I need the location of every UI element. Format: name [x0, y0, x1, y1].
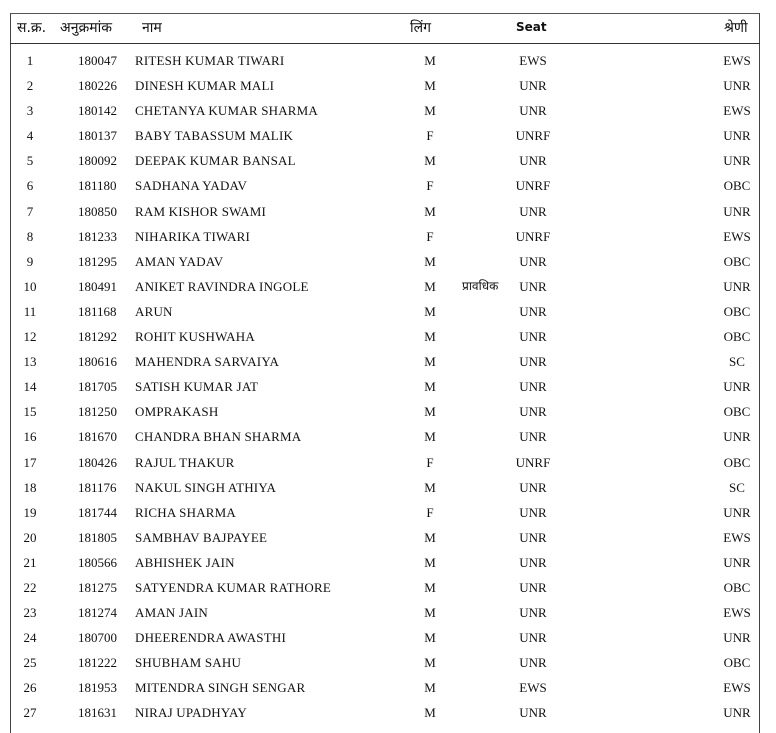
row-roll-number: 180137	[78, 128, 117, 144]
row-serial-number: 18	[23, 479, 37, 495]
row-gender: M	[424, 529, 436, 545]
row-serial-number: 1	[26, 53, 34, 68]
row-category: UNR	[723, 153, 751, 169]
table-row	[0, 625, 776, 650]
row-candidate-name: ARUN	[135, 303, 173, 319]
row-serial-number: 22	[23, 579, 37, 595]
row-category: OBC	[723, 579, 751, 595]
row-gender: F	[426, 504, 434, 520]
row-category: OBC	[723, 404, 751, 420]
row-serial-number: 14	[23, 379, 37, 395]
row-gender: F	[426, 454, 434, 470]
row-seat: EWS	[519, 53, 547, 68]
row-roll-number: 181744	[78, 504, 117, 520]
row-gender: M	[424, 605, 436, 621]
row-serial-number: 23	[23, 605, 37, 621]
row-roll-number: 181705	[78, 379, 117, 395]
row-seat: UNR	[519, 354, 547, 370]
row-seat: UNR	[519, 630, 547, 646]
table-row	[0, 525, 776, 550]
row-category: OBC	[723, 303, 751, 319]
row-seat: UNR	[519, 705, 547, 721]
row-serial-number: 6	[26, 178, 34, 194]
table-row	[0, 98, 776, 123]
row-roll-number: 180491	[78, 278, 117, 294]
row-gender: M	[424, 153, 436, 169]
row-candidate-name: SHUBHAM SAHU	[135, 655, 242, 671]
row-category: OBC	[723, 655, 751, 671]
row-roll-number: 180047	[78, 53, 117, 68]
row-candidate-name: CHANDRA BHAN SHARMA	[135, 429, 302, 445]
row-seat: UNRF	[515, 228, 551, 244]
row-seat: UNR	[519, 579, 547, 595]
row-gender: M	[424, 203, 436, 219]
row-seat: UNR	[519, 103, 547, 119]
row-seat: UNR	[519, 529, 547, 545]
row-gender: M	[424, 329, 436, 345]
table-row	[0, 500, 776, 525]
header-category: श्रेणी	[724, 20, 748, 36]
row-seat: UNR	[519, 479, 547, 495]
row-seat: UNR	[519, 605, 547, 621]
row-roll-number: 181168	[78, 303, 117, 319]
row-candidate-name: SATYENDRA KUMAR RATHORE	[135, 579, 332, 595]
row-serial-number: 3	[26, 103, 34, 119]
row-category: EWS	[723, 529, 751, 545]
table-row	[0, 550, 776, 575]
row-seat: EWS	[519, 680, 547, 696]
table-row	[0, 73, 776, 98]
row-category: UNR	[723, 554, 751, 570]
row-seat: UNR	[519, 655, 547, 671]
row-category: EWS	[723, 53, 751, 68]
table-row	[0, 424, 776, 449]
row-serial-number: 7	[26, 203, 34, 219]
row-seat: UNR	[519, 78, 547, 94]
row-roll-number: 180850	[78, 203, 117, 219]
row-gender: M	[424, 278, 436, 294]
header-name: नाम	[142, 20, 162, 36]
row-candidate-name: SAMBHAV BAJPAYEE	[135, 529, 268, 545]
row-seat: UNR	[519, 554, 547, 570]
row-candidate-name: AMAN JAIN	[135, 605, 208, 621]
row-category: UNR	[723, 504, 751, 520]
row-candidate-name: RICHA SHARMA	[135, 504, 237, 520]
table-row	[0, 224, 776, 249]
row-candidate-name: ANIKET RAVINDRA INGOLE	[135, 278, 309, 294]
row-serial-number: 27	[23, 705, 37, 721]
row-candidate-name: DINESH KUMAR MALI	[135, 78, 275, 94]
row-serial-number: 25	[23, 655, 37, 671]
row-roll-number: 181275	[78, 579, 117, 595]
table-row	[0, 324, 776, 349]
row-roll-number: 181953	[78, 680, 117, 696]
table-row	[0, 48, 776, 73]
row-category: UNR	[723, 128, 751, 144]
row-category: EWS	[723, 228, 751, 244]
row-roll-number: 181805	[78, 529, 117, 545]
row-roll-number: 180226	[78, 78, 117, 94]
row-gender: M	[424, 379, 436, 395]
row-category: EWS	[723, 103, 751, 119]
row-category: UNR	[723, 630, 751, 646]
row-roll-number: 181631	[78, 705, 117, 721]
row-seat: UNRF	[515, 128, 551, 144]
row-category: UNR	[723, 379, 751, 395]
row-category: SC	[729, 479, 745, 495]
table-top-rule	[10, 13, 760, 14]
row-serial-number: 15	[23, 404, 37, 420]
row-serial-number: 19	[23, 504, 37, 520]
row-category: OBC	[723, 253, 751, 269]
row-serial-number: 9	[26, 253, 34, 269]
row-serial-number: 24	[23, 630, 37, 646]
row-category: OBC	[723, 178, 751, 194]
table-row	[0, 575, 776, 600]
row-gender: M	[424, 554, 436, 570]
row-seat: UNR	[519, 504, 547, 520]
row-serial-number: 13	[23, 354, 37, 370]
row-roll-number: 180142	[78, 103, 117, 119]
row-gender: M	[424, 479, 436, 495]
row-seat: UNR	[519, 429, 547, 445]
row-candidate-name: SATISH KUMAR JAT	[135, 379, 259, 395]
row-roll-number: 180616	[78, 354, 117, 370]
table-row	[0, 299, 776, 324]
row-seat: UNR	[519, 203, 547, 219]
table-row	[0, 199, 776, 224]
row-serial-number: 17	[23, 454, 37, 470]
row-category: UNR	[723, 78, 751, 94]
header-roll-number: अनुक्रमांक	[60, 20, 112, 36]
table-row	[0, 123, 776, 148]
row-candidate-name: MITENDRA SINGH SENGAR	[135, 680, 306, 696]
row-roll-number: 180426	[78, 454, 117, 470]
row-gender: M	[424, 680, 436, 696]
row-gender: F	[426, 178, 434, 194]
row-roll-number: 181274	[78, 605, 117, 621]
table-row	[0, 399, 776, 424]
row-gender: M	[424, 253, 436, 269]
header-rule	[10, 43, 760, 44]
row-serial-number: 2	[26, 78, 34, 94]
row-candidate-name: BABY TABASSUM MALIK	[135, 128, 294, 144]
row-gender: F	[426, 128, 434, 144]
row-roll-number: 180700	[78, 630, 117, 646]
row-candidate-name: MAHENDRA SARVAIYA	[135, 354, 280, 370]
row-gender: M	[424, 579, 436, 595]
row-seat: UNRF	[515, 178, 551, 194]
row-serial-number: 11	[23, 303, 37, 319]
row-category: UNR	[723, 429, 751, 445]
row-gender: M	[424, 103, 436, 119]
row-seat: UNR	[519, 379, 547, 395]
row-category: UNR	[723, 203, 751, 219]
row-roll-number: 181180	[78, 178, 117, 194]
row-candidate-name: NIRAJ UPADHYAY	[135, 705, 248, 721]
row-category: SC	[729, 354, 745, 370]
row-serial-number: 12	[23, 329, 37, 345]
table-row	[0, 274, 776, 299]
row-candidate-name: NAKUL SINGH ATHIYA	[135, 479, 277, 495]
row-candidate-name: CHETANYA KUMAR SHARMA	[135, 103, 319, 119]
row-seat: UNR	[519, 404, 547, 420]
table-row	[0, 450, 776, 475]
table-row	[0, 475, 776, 500]
row-roll-number: 180566	[78, 554, 117, 570]
header-gender: लिंग	[410, 20, 431, 36]
row-roll-number: 181176	[78, 479, 117, 495]
row-gender: M	[424, 354, 436, 370]
row-gender: M	[424, 429, 436, 445]
row-roll-number: 181233	[78, 228, 117, 244]
row-seat: UNRF	[515, 454, 551, 470]
table-row	[0, 148, 776, 173]
row-roll-number: 181295	[78, 253, 117, 269]
row-seat: UNR	[519, 303, 547, 319]
row-gender: F	[426, 228, 434, 244]
row-category: UNR	[723, 278, 751, 294]
row-candidate-name: DEEPAK KUMAR BANSAL	[135, 153, 296, 169]
header-serial-number: स.क्र.	[17, 20, 47, 36]
row-roll-number: 181670	[78, 429, 117, 445]
row-seat: UNR	[519, 278, 547, 294]
row-roll-number: 181222	[78, 655, 117, 671]
row-gender: M	[424, 303, 436, 319]
table-body	[0, 48, 776, 726]
row-gender: M	[424, 404, 436, 420]
row-category: EWS	[723, 605, 751, 621]
table-row	[0, 249, 776, 274]
row-candidate-name: OMPRAKASH	[135, 404, 219, 420]
row-roll-number: 180092	[78, 153, 117, 169]
row-serial-number: 8	[26, 228, 34, 244]
table-row	[0, 349, 776, 374]
row-serial-number: 10	[23, 278, 37, 294]
row-category: OBC	[723, 329, 751, 345]
table-row	[0, 700, 776, 725]
row-note: प्रावधिक	[462, 278, 499, 293]
table-row	[0, 173, 776, 198]
row-seat: UNR	[519, 329, 547, 345]
row-category: EWS	[723, 680, 751, 696]
row-candidate-name: AMAN YADAV	[135, 253, 224, 269]
row-serial-number: 20	[23, 529, 37, 545]
row-serial-number: 5	[26, 153, 34, 169]
row-serial-number: 26	[23, 680, 37, 696]
row-candidate-name: NIHARIKA TIWARI	[135, 228, 251, 244]
row-gender: M	[424, 78, 436, 94]
row-category: UNR	[723, 705, 751, 721]
table-row	[0, 675, 776, 700]
row-candidate-name: ABHISHEK JAIN	[135, 554, 235, 570]
row-serial-number: 21	[23, 554, 37, 570]
table-row	[0, 374, 776, 399]
row-candidate-name: RITESH KUMAR TIWARI	[135, 53, 285, 68]
row-serial-number: 4	[26, 128, 34, 144]
header-seat: Seat	[516, 20, 547, 34]
row-serial-number: 16	[23, 429, 37, 445]
row-candidate-name: SADHANA YADAV	[135, 178, 248, 194]
row-gender: M	[424, 53, 436, 68]
row-seat: UNR	[519, 153, 547, 169]
row-roll-number: 181292	[78, 329, 117, 345]
row-candidate-name: ROHIT KUSHWAHA	[135, 329, 255, 345]
row-candidate-name: DHEERENDRA AWASTHI	[135, 630, 286, 646]
row-seat: UNR	[519, 253, 547, 269]
table-row	[0, 600, 776, 625]
row-gender: M	[424, 705, 436, 721]
row-category: OBC	[723, 454, 751, 470]
row-gender: M	[424, 630, 436, 646]
row-gender: M	[424, 655, 436, 671]
table-row	[0, 650, 776, 675]
row-candidate-name: RAJUL THAKUR	[135, 454, 235, 470]
row-candidate-name: RAM KISHOR SWAMI	[135, 203, 267, 219]
row-roll-number: 181250	[78, 404, 117, 420]
